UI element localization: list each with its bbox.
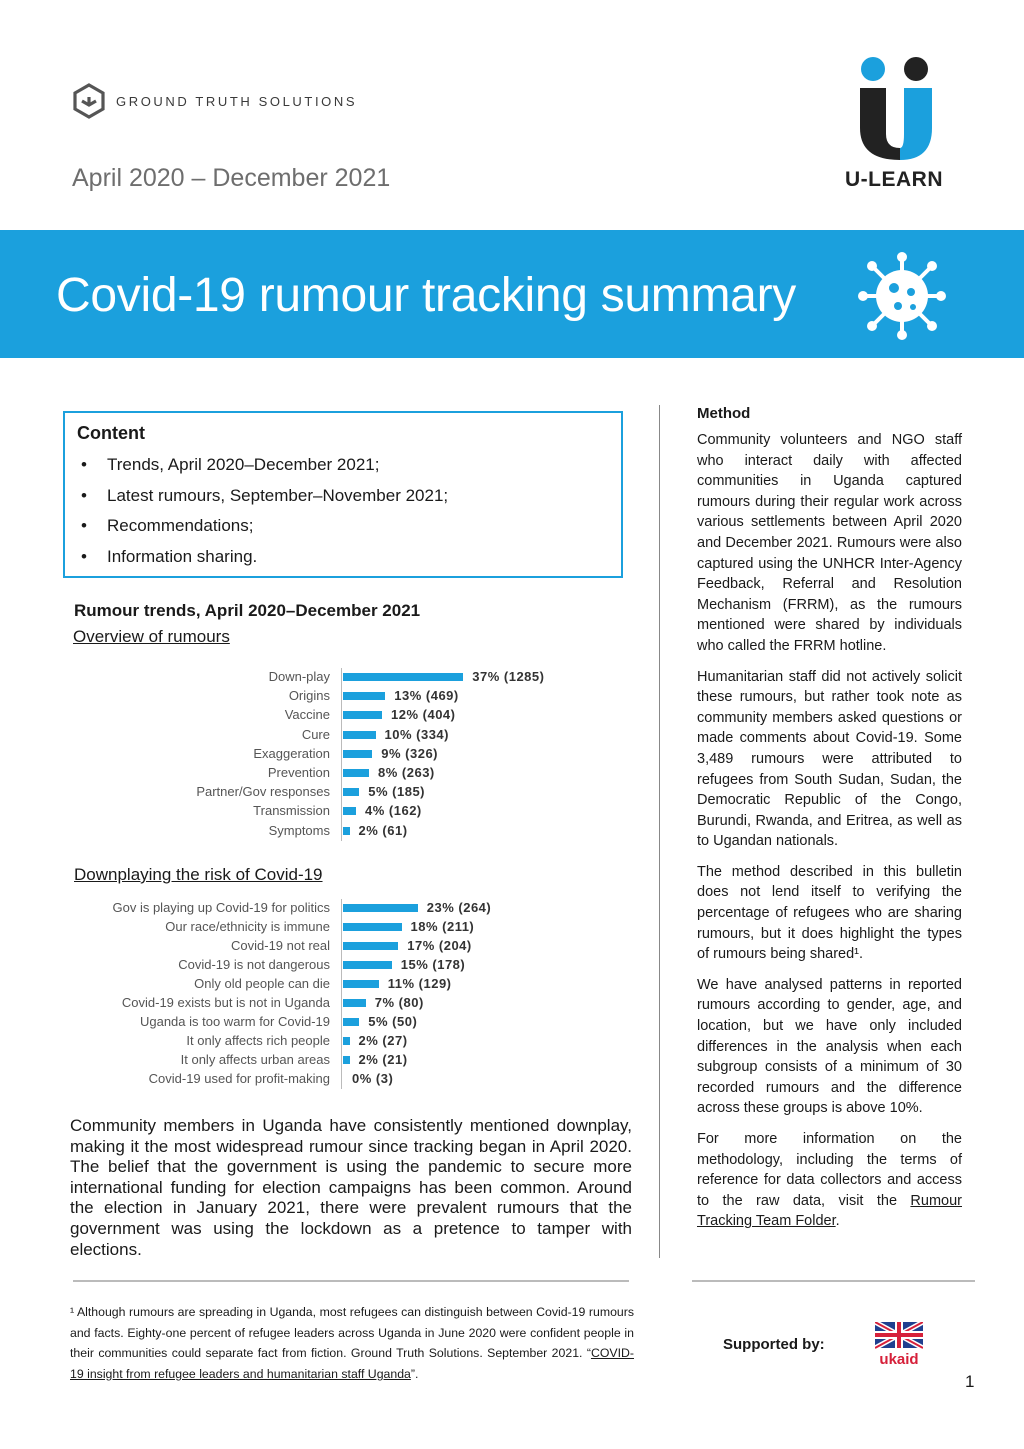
chart-bar xyxy=(343,1018,359,1026)
chart-bar xyxy=(343,942,398,950)
chart-bar xyxy=(343,673,463,681)
chart-category-label: Gov is playing up Covid-19 for politics xyxy=(112,900,330,915)
content-title: Content xyxy=(77,423,145,443)
chart-row xyxy=(60,1013,620,1032)
chart-bar xyxy=(343,923,402,931)
footer-rule-right xyxy=(692,1280,975,1282)
ukaid-flag-icon xyxy=(875,1322,923,1370)
chart-row xyxy=(60,899,620,918)
chart-category-label: Down-play xyxy=(268,669,330,684)
chart-category-label: Covid-19 is not dangerous xyxy=(178,957,330,972)
chart-bar xyxy=(343,692,385,700)
chart-row xyxy=(60,745,620,764)
chart-bar xyxy=(343,980,379,988)
chart-bar xyxy=(343,999,366,1007)
chart-category-label: Exaggeration xyxy=(253,745,330,761)
chart-bar xyxy=(343,1056,350,1064)
chart-bar xyxy=(343,769,369,777)
chart-category-label: Our race/ethnicity is immune xyxy=(165,919,330,934)
downplay-subtitle: Downplaying the risk of Covid-19 xyxy=(74,865,323,884)
method-paragraph: The method described in this bulletin does not lend itself to verifying the percentage of refugees who are sharing rumours, but it does highlight the types of rumours being shared¹. xyxy=(697,863,962,963)
chart-category-label: Vaccine xyxy=(284,707,330,723)
chart-category-label: Symptoms xyxy=(268,822,330,838)
chart-category-label: Covid-19 used for profit-making xyxy=(148,1071,330,1086)
chart-bar xyxy=(343,807,356,815)
chart-bar xyxy=(343,731,376,739)
method-column xyxy=(697,405,962,1242)
chart-row xyxy=(60,1070,620,1089)
chart-row xyxy=(60,783,620,802)
chart-row xyxy=(60,668,620,687)
chart-bar xyxy=(343,788,359,796)
footnote-link[interactable]: COVID-19 insight from refugee leaders and humanitarian staff Uganda xyxy=(70,1346,634,1381)
footnote-text: ¹ Although rumours are spreading in Uganda, most refugees can distinguish between Covid-19 rumours and facts. Eighty-one percent of refugee leaders across Uganda in June 2020 were confident people in their communities could separate fact from fiction. Ground Truth Solutions. September 2021. “ xyxy=(70,1305,634,1361)
chart-category-label: Uganda is too warm for Covid-19 xyxy=(139,1014,330,1029)
chart-row xyxy=(60,956,620,975)
chart-category-label: Partner/Gov responses xyxy=(196,784,330,800)
method-paragraph: Community volunteers and NGO staff who interact daily with affected communities in Uganda captured rumours during their regular work across various settlements between April 2020 and December 2021. Rumours were also captured using the UNHCR Inter-Agency Feedback, Referral and Resolution Mechanism (FRRM), as the rumours mentioned were shared by individuals who called the FRRM hotline. xyxy=(697,432,962,654)
ulearn-logo-icon xyxy=(856,56,936,160)
content-box xyxy=(63,411,623,578)
chart-category-label: Covid-19 not real xyxy=(231,938,330,953)
chart-row xyxy=(60,1032,620,1051)
column-divider xyxy=(659,405,660,1258)
method-paragraph: We have analysed patterns in reported rumours according to gender, age, and location, but we have only included differences in the analysis when each subgroup consists of a minimum of 30 recorded rumours and the difference across these groups is above 10%. xyxy=(697,976,962,1117)
chart-category-label: Prevention xyxy=(267,765,330,780)
chart-row xyxy=(60,975,620,994)
content-list xyxy=(77,450,609,572)
chart-value-label: 11% (129) xyxy=(387,976,452,991)
chart-row xyxy=(60,994,620,1013)
date-range: April 2020 – December 2021 xyxy=(72,164,391,192)
method-title: Method xyxy=(697,405,751,422)
chart-bar xyxy=(343,1037,350,1045)
gts-hexagon-icon xyxy=(72,83,106,119)
chart-value-label: 2% (27) xyxy=(358,1033,408,1048)
chart-bar xyxy=(343,750,372,758)
chart-value-label: 10% (334) xyxy=(384,726,449,742)
chart-category-label: Covid-19 exists but is not in Uganda xyxy=(121,995,330,1010)
chart-category-label: It only affects urban areas xyxy=(180,1052,330,1067)
chart-value-label: 13% (469) xyxy=(394,688,459,704)
overview-chart xyxy=(60,668,620,843)
org-name: GROUND TRUTH SOLUTIONS xyxy=(116,94,358,109)
list-item: • Information sharing. xyxy=(77,542,609,573)
trends-title: Rumour trends, April 2020–December 2021 xyxy=(74,601,421,620)
chart-category-label: It only affects rich people xyxy=(186,1033,330,1048)
chart-row xyxy=(60,764,620,783)
footnote xyxy=(70,1302,634,1384)
chart-category-label: Transmission xyxy=(253,803,330,819)
virus-icon xyxy=(858,252,946,340)
method-text: . xyxy=(835,1213,840,1230)
list-item: • Recommendations; xyxy=(77,511,609,542)
chart-bar xyxy=(343,711,382,719)
chart-value-label: 2% (21) xyxy=(358,1052,408,1067)
chart-row xyxy=(60,802,620,821)
ukaid-logo-text: ukaid xyxy=(879,1351,919,1368)
chart-value-label: 4% (162) xyxy=(365,803,422,819)
footer-rule-left xyxy=(73,1280,629,1282)
chart-category-label: Origins xyxy=(288,688,330,704)
chart-value-label: 8% (263) xyxy=(378,765,435,780)
chart-row xyxy=(60,937,620,956)
chart-value-label: 5% (185) xyxy=(368,784,425,800)
main-paragraph: Community members in Uganda have consistently mentioned downplay, making it the most widespread rumour since tracking began in April 2020. The belief that the government is using the pandemic to secure more international funding for election campaigns has been common. Around the election in January 2021, there were prevalent rumours that the government was using the lockdown as a pretence to tamper with elections. xyxy=(70,1116,632,1259)
chart-bar xyxy=(343,827,350,835)
rumour-folder-link[interactable]: Rumour Tracking Team Folder xyxy=(697,1192,962,1230)
list-item: • Latest rumours, September–November 2021; xyxy=(77,481,609,512)
chart-value-label: 5% (50) xyxy=(368,1014,418,1029)
chart-value-label: 12% (404) xyxy=(391,707,456,723)
chart-value-label: 0% (3) xyxy=(352,1071,394,1086)
chart-value-label: 18% (211) xyxy=(410,919,475,934)
chart-category-label: Only old people can die xyxy=(194,976,330,991)
chart-category-label: Cure xyxy=(301,726,330,742)
chart-row xyxy=(60,1051,620,1070)
chart-row xyxy=(60,726,620,745)
chart-row xyxy=(60,706,620,725)
method-paragraph: Humanitarian staff did not actively solicit these rumours, but rather took note as community members asked questions or made comments about Covid-19. Some 3,489 rumours were attributed to refugees from South Sudan, Sudan, the Democratic Republic of the Congo, Burundi, Rwanda, and Eritrea, as well as to Ugandan nationals. xyxy=(697,668,962,850)
chart-value-label: 23% (264) xyxy=(426,900,492,915)
chart-value-label: 15% (178) xyxy=(400,957,466,972)
list-item: • Trends, April 2020–December 2021; xyxy=(77,450,609,481)
page-number: 1 xyxy=(965,1372,975,1391)
overview-subtitle: Overview of rumours xyxy=(73,627,230,646)
chart-bar xyxy=(343,961,392,969)
chart-row xyxy=(60,822,620,841)
partner-name: U-LEARN xyxy=(845,168,943,191)
page-title: Covid-19 rumour tracking summary xyxy=(56,269,796,322)
chart-value-label: 7% (80) xyxy=(374,995,424,1010)
method-text: For more information on the methodology, including the terms of reference for data collectors and access to the raw data, visit the xyxy=(697,1131,962,1209)
chart-row xyxy=(60,918,620,937)
downplay-chart xyxy=(60,899,620,1094)
chart-value-label: 9% (326) xyxy=(381,745,438,761)
footnote-text: ”. xyxy=(410,1366,419,1381)
title-banner xyxy=(0,230,1024,358)
chart-value-label: 17% (204) xyxy=(407,938,472,953)
supported-by-label: Supported by: xyxy=(723,1336,825,1353)
method-paragraph xyxy=(697,1129,962,1232)
chart-value-label: 37% (1285) xyxy=(472,669,545,684)
chart-value-label: 2% (61) xyxy=(358,822,408,838)
chart-row xyxy=(60,687,620,706)
chart-bar xyxy=(343,904,418,912)
